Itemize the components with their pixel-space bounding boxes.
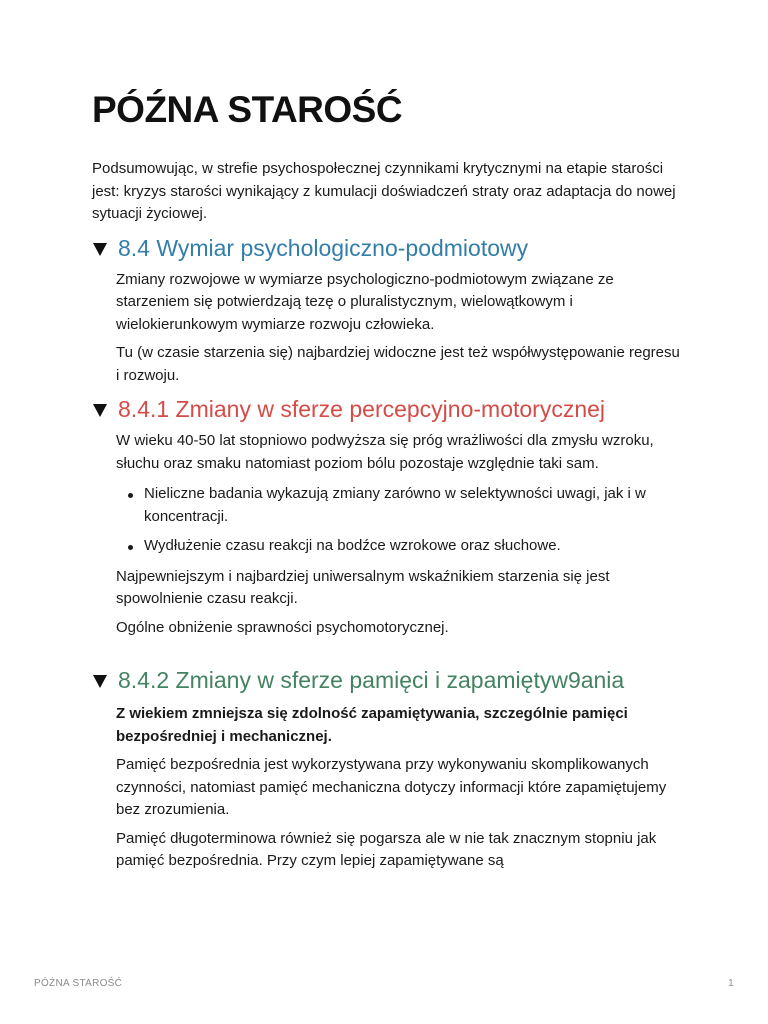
toggle-heading-8-4-1[interactable] <box>92 395 682 424</box>
heading-8-4-1-text: 8.4.1 Zmiany w sferze percepcyjno-motorycznej <box>118 396 606 422</box>
paragraph: Ogólne obniżenie sprawności psychomotorycznej. <box>116 618 449 636</box>
page-content <box>92 82 682 873</box>
intro-paragraph: Podsumowując, w strefie psychospołecznej czynnikami krytycznymi na etapie starości jest: kryzys starości wynikający z kumulacji doświadczeń straty oraz adaptacja do nowej sytuacji życiowej. <box>92 160 676 222</box>
toggle-body-8-4-1 <box>92 430 682 639</box>
page-footer <box>34 978 734 989</box>
paragraph: Zmiany rozwojowe w wymiarze psychologiczno-podmiotowym związane ze starzeniem się potwierdzają tezę o pluralistycznym, wielowątkowym i wielokierunkowym wymiarze rozwoju człowieka. <box>116 270 614 333</box>
footer-title: PÓŹNA STAROŚĆ <box>34 978 123 989</box>
heading-8-4-text: 8.4 Wymiar psychologiczno-podmiotowy <box>118 234 529 261</box>
list-item: Nieliczne badania wykazują zmiany zarówno w selektywności uwagi, jak i w koncentracji. <box>144 483 682 528</box>
paragraph: Najpewniejszym i najbardziej uniwersalnym wskaźnikiem starzenia się jest spowolnienie czasu reakcji. <box>116 567 610 607</box>
toggle-heading-8-4-2[interactable] <box>92 666 682 695</box>
paragraph: Pamięć długoterminowa również się pogarsza ale w nie tak znacznym stopniu jak pamięć bezpośrednia. Przy czym lepiej zapamiętywane są <box>116 829 657 869</box>
heading-8-4-2-text: 8.4.2 Zmiany w sferze pamięci i zapamiętyw9ania <box>118 667 625 693</box>
page-number: 1 <box>728 978 734 989</box>
bold-paragraph: Z wiekiem zmniejsza się zdolność zapamiętywania, szczególnie pamięci bezpośredniej i mechanicznej. <box>116 705 628 745</box>
toggle-heading-8-4[interactable] <box>92 234 682 263</box>
triangle-down-icon[interactable] <box>93 243 107 256</box>
paragraph: Tu (w czasie starzenia się) najbardziej widoczne jest też współwystępowanie regresu i rozwoju. <box>116 344 680 384</box>
list-item: Wydłużenie czasu reakcji na bodźce wzrokowe oraz słuchowe. <box>144 535 682 558</box>
triangle-down-icon[interactable] <box>93 404 107 417</box>
page-title: PÓŹNA STAROŚĆ <box>92 89 403 130</box>
toggle-body-8-4-2 <box>92 703 682 873</box>
triangle-down-icon[interactable] <box>93 675 107 688</box>
bullet-list <box>116 483 682 558</box>
paragraph: W wieku 40-50 lat stopniowo podwyższa się próg wrażliwości dla zmysłu wzroku, słuchu oraz smaku natomiast poziom bólu pozostaje względnie taki sam. <box>116 432 654 472</box>
paragraph: Pamięć bezpośrednia jest wykorzystywana przy wykonywaniu skomplikowanych czynności, natomiast pamięć mechaniczna dotyczy informacji które zapamiętujemy bez zrozumienia. <box>116 756 667 818</box>
toggle-body-8-4 <box>92 269 682 388</box>
